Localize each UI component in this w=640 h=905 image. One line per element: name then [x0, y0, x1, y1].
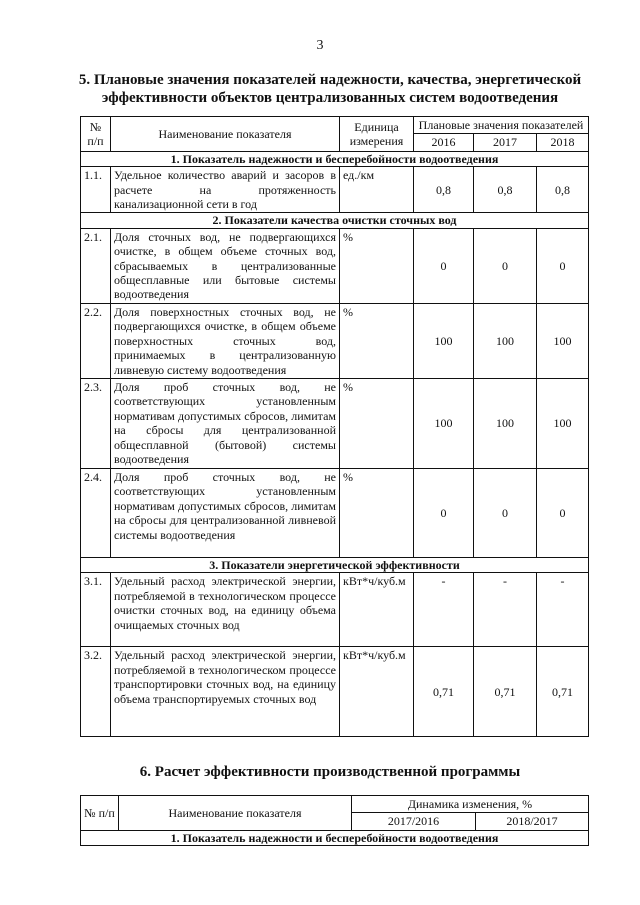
header-name: Наименование показателя [119, 796, 352, 831]
row-num: 3.2. [81, 647, 111, 737]
group-title: 2. Показатели качества очистки сточных вод [81, 213, 589, 228]
row-value: 100 [537, 378, 589, 468]
row-value: 0,8 [537, 167, 589, 213]
header-period-2018-2017: 2018/2017 [476, 813, 589, 830]
row-unit: % [340, 303, 414, 378]
row-value: 0 [537, 468, 589, 557]
row-unit: кВт*ч/куб.м [340, 573, 414, 647]
row-value: 100 [474, 378, 537, 468]
group-header-row [81, 213, 589, 228]
section5-title-line1: 5. Плановые значения показателей надежности, качества, энергетической [78, 72, 582, 88]
header-num: № п/п [81, 117, 111, 152]
row-value: 0,71 [474, 647, 537, 737]
row-name: Доля проб сточных вод, не соответствующих установленным нормативам допустимых сбросов, лимитам на сбросы для централизованной общесплавной (бытовой) системы водоотведения [111, 378, 340, 468]
table-row [81, 647, 589, 737]
group-title: 1. Показатель надежности и бесперебойности водоотведения [81, 151, 589, 166]
row-value: 100 [414, 378, 474, 468]
row-value: 0,71 [537, 647, 589, 737]
row-num: 2.3. [81, 378, 111, 468]
section6-title: 6. Расчет эффективности производственной программы [139, 764, 521, 780]
row-value: - [414, 573, 474, 647]
table-header-row [81, 796, 589, 813]
row-unit: % [340, 378, 414, 468]
row-value: 0 [414, 468, 474, 557]
row-name: Удельный расход электрической энергии, потребляемой в технологическом процессе очистки сточных вод, на единицу объема очищаемых сточных вод [111, 573, 340, 647]
row-name: Удельный расход электрической энергии, потребляемой в технологическом процессе транспортировки сточных вод, на единицу объема транспортируемых сточных вод [111, 647, 340, 737]
header-unit: Единица измерения [340, 117, 414, 152]
header-name: Наименование показателя [111, 117, 340, 152]
row-value: 0 [537, 228, 589, 303]
row-num: 2.4. [81, 468, 111, 557]
group-header-row [81, 151, 589, 166]
group-header-row [81, 830, 589, 845]
row-value: - [474, 573, 537, 647]
table-row [81, 228, 589, 303]
row-num: 3.1. [81, 573, 111, 647]
row-value: 100 [414, 303, 474, 378]
planned-values-table [80, 116, 589, 737]
row-unit: % [340, 468, 414, 557]
table-row [81, 378, 589, 468]
table-row [81, 468, 589, 557]
row-value: 100 [474, 303, 537, 378]
row-name: Удельное количество аварий и засоров в расчете на протяженность канализационной сети в год [111, 167, 340, 213]
header-plan: Плановые значения показателей [414, 117, 589, 134]
group-header-row [81, 557, 589, 572]
group-title: 1. Показатель надежности и бесперебойности водоотведения [81, 830, 589, 845]
header-year-2016: 2016 [414, 134, 474, 151]
row-value: 0,71 [414, 647, 474, 737]
header-year-2017: 2017 [474, 134, 537, 151]
group-title: 3. Показатели энергетической эффективности [81, 557, 589, 572]
page-number: 3 [316, 38, 324, 53]
table-row [81, 303, 589, 378]
row-value: 0,8 [474, 167, 537, 213]
row-value: 0 [474, 468, 537, 557]
header-num: № п/п [81, 796, 119, 831]
section5-title-line2: эффективности объектов централизованных систем водоотведения [101, 90, 559, 106]
section5-title [60, 71, 600, 107]
row-name: Доля поверхностных сточных вод, не подвергающихся очистке, в общем объеме поверхностных сточных вод, принимаемых в централизованную ливневую систему водоотведения [111, 303, 340, 378]
table-header-row [81, 117, 589, 134]
row-value: 0 [474, 228, 537, 303]
row-num: 1.1. [81, 167, 111, 213]
row-value: - [537, 573, 589, 647]
row-num: 2.1. [81, 228, 111, 303]
row-unit: % [340, 228, 414, 303]
row-unit: кВт*ч/куб.м [340, 647, 414, 737]
table-row [81, 573, 589, 647]
row-num: 2.2. [81, 303, 111, 378]
header-dynamics: Динамика изменения, % [352, 796, 589, 813]
table-row [81, 167, 589, 213]
header-period-2017-2016: 2017/2016 [352, 813, 476, 830]
row-value: 0,8 [414, 167, 474, 213]
row-name: Доля сточных вод, не подвергающихся очистке, в общем объеме сточных вод, сбрасываемых в централизованные общесплавные или бытовые системы водоотведения [111, 228, 340, 303]
row-unit: ед./км [340, 167, 414, 213]
efficiency-table [80, 795, 589, 846]
row-value: 0 [414, 228, 474, 303]
row-value: 100 [537, 303, 589, 378]
header-year-2018: 2018 [537, 134, 589, 151]
row-name: Доля проб сточных вод, не соответствующих установленным нормативам допустимых сбросов, лимитам на сбросы для централизованной ливневой системы водоотведения [111, 468, 340, 557]
